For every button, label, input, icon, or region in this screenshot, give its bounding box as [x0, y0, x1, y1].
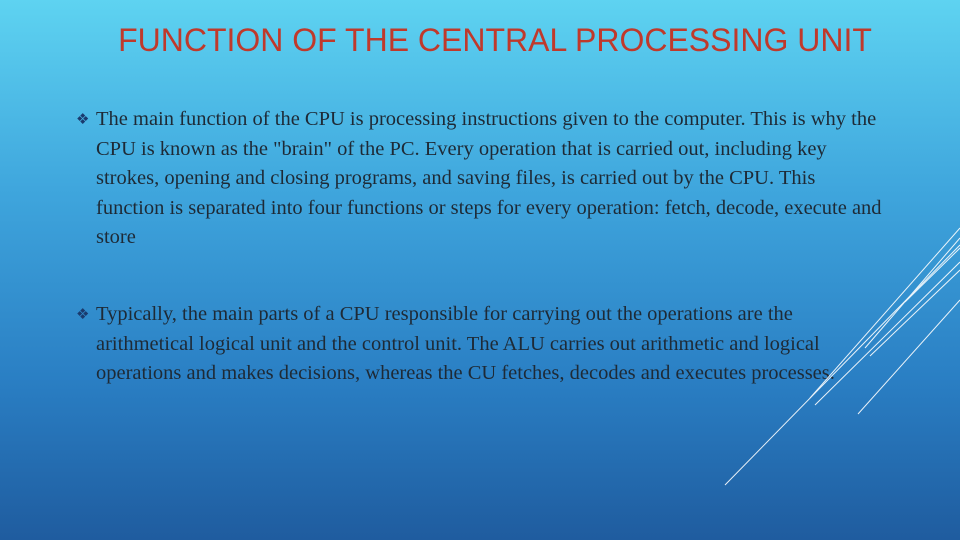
bullet-paragraph-1: [76, 105, 886, 253]
paragraph-text: The main function of the CPU is processing instructions given to the computer. This is why the CPU is known as the "brain" of the PC. Every operation that is carried out, including key strokes, opening and closing programs, and saving files, is carried out by the CPU. This function is separated into four functions or steps for every operation: fetch, decode, execute and store: [96, 108, 882, 248]
slide-title: FUNCTION OF THE CENTRAL PROCESSING UNIT: [118, 22, 872, 58]
bullet-paragraph-2: [76, 300, 886, 389]
diamond-bullet-icon: ❖: [76, 305, 90, 323]
diamond-bullet-icon: ❖: [76, 110, 90, 128]
decor-line: [905, 248, 960, 302]
bullet-row: [76, 300, 886, 389]
bullet-row: [76, 105, 886, 253]
paragraph-text: Typically, the main parts of a CPU responsible for carrying out the operations are the arithmetical logical unit and the control unit. The ALU carries out arithmetic and logical operations and makes decisions, whereas the CU fetches, decodes and executes processes.: [96, 303, 835, 384]
